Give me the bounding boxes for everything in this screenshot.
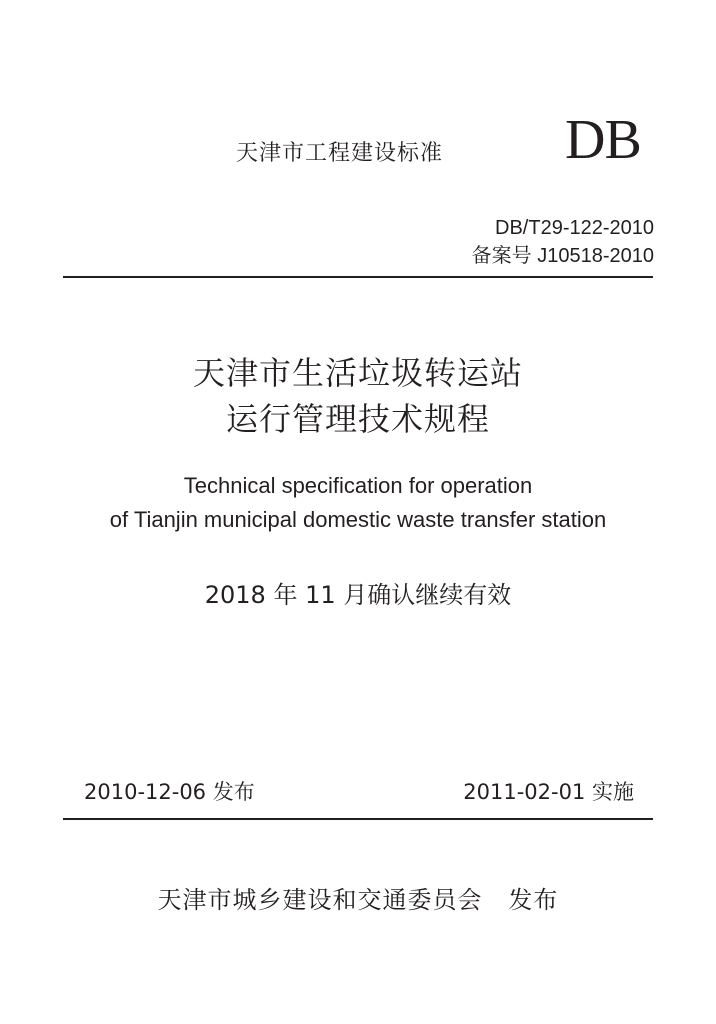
publish-date: 2010-12-06 发布: [84, 780, 255, 804]
effective-date: 2011-02-01 实施: [463, 780, 634, 804]
standard-number: DB/T29-122-2010: [495, 217, 654, 239]
top-divider: [63, 276, 653, 278]
standard-identifiers: [472, 214, 654, 270]
title-cn-line1: 天津市生活垃圾转运站: [192, 354, 523, 392]
record-number: 备案号 J10518-2010: [471, 245, 654, 267]
db-mark-logo: DB: [565, 109, 641, 171]
standard-series-label: 天津市工程建设标准: [236, 141, 444, 166]
title-en-line1: Technical specification for operation: [183, 473, 533, 498]
title-en-line2: of Tianjin municipal domestic waste transfer station: [109, 507, 607, 532]
issuing-authority: 天津市城乡建设和交通委员会 发布: [157, 886, 559, 914]
validity-note: 2018 年 11 月确认继续有效: [204, 581, 512, 609]
bottom-divider: [63, 818, 653, 820]
title-cn-line2: 运行管理技术规程: [225, 400, 490, 438]
